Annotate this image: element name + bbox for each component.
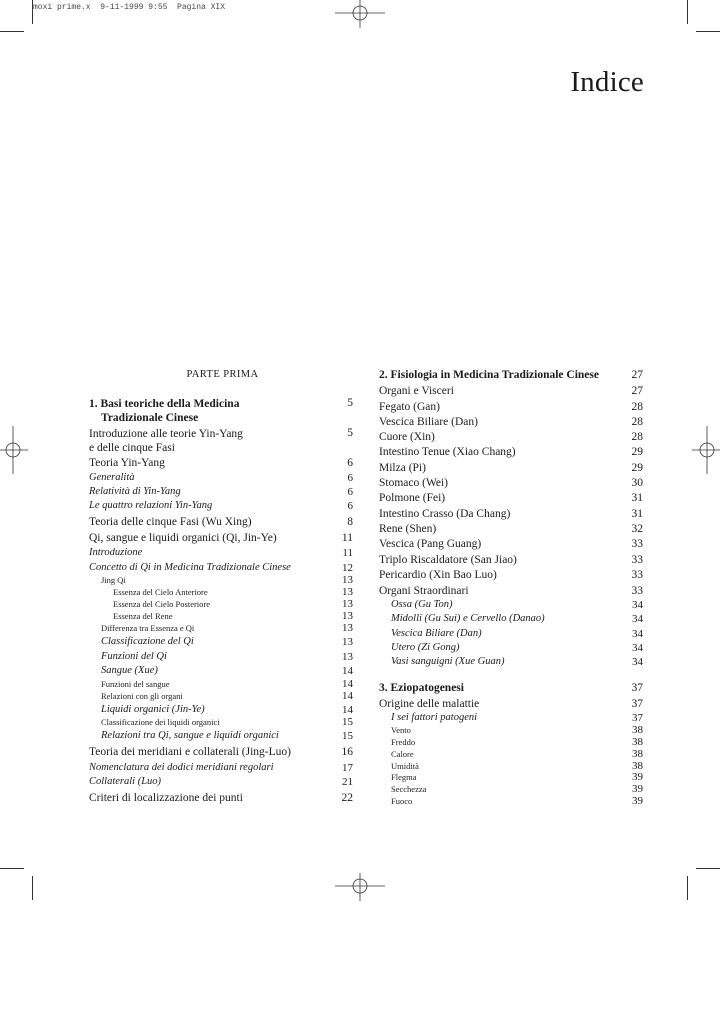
entry-page-number: 38 (632, 736, 643, 748)
toc-right-entry (379, 477, 643, 489)
registration-mark-icon (335, 0, 385, 28)
toc-left-entry (89, 547, 353, 559)
entry-page-number: 28 (631, 416, 643, 428)
entry-page-number: 28 (631, 431, 643, 443)
entry-title: Cuore (Xin) (379, 431, 435, 443)
entry-title: Secchezza (391, 784, 427, 794)
entry-title: Organi Straordinari (379, 585, 469, 597)
toc-right-entry (391, 771, 643, 783)
entry-title-line: Tradizionale Cinese (101, 412, 199, 424)
entry-page-number: 33 (631, 538, 643, 550)
entry-page-number: 27 (631, 369, 643, 381)
entry-page-number: 21 (342, 776, 353, 788)
entry-title: Teoria dei meridiani e collaterali (Jing-Luo) (89, 746, 291, 758)
entry-page-number: 22 (341, 792, 353, 804)
toc-right-entry (391, 656, 643, 668)
entry-title: Intestino Crasso (Da Chang) (379, 508, 511, 520)
entry-page-number: 6 (347, 500, 353, 512)
entry-title: Teoria delle cinque Fasi (Wu Xing) (89, 516, 252, 528)
entry-page-number: 15 (342, 730, 353, 742)
crop-mark (687, 0, 688, 24)
entry-title (89, 427, 243, 455)
entry-title: Generalità (89, 472, 135, 483)
entry-page-number: 33 (631, 554, 643, 566)
entry-title: Funzioni del Qi (101, 651, 167, 662)
entry-title: Freddo (391, 737, 416, 747)
toc-left-entry (113, 610, 353, 622)
entry-title: Criteri di localizzazione dei punti (89, 792, 243, 804)
entry-page-number: 29 (631, 462, 643, 474)
toc-left-entry (101, 690, 353, 702)
toc-right-entry (391, 724, 643, 736)
entry-title: Le quattro relazioni Yin-Yang (89, 500, 213, 511)
entry-page-number: 34 (632, 642, 643, 654)
toc-right-entry (391, 748, 643, 760)
entry-title: Relatività di Yin-Yang (89, 486, 181, 497)
entry-title: Relazioni tra Qi, sangue e liquidi organici (101, 730, 279, 741)
toc-right-entry (391, 712, 643, 724)
toc-left-entry (89, 776, 353, 788)
entry-page-number: 5 (347, 397, 353, 409)
entry-title: Qi, sangue e liquidi organici (Qi, Jin-Ye) (89, 532, 277, 544)
entry-title: Vescica (Pang Guang) (379, 538, 482, 550)
toc-right-entry (379, 538, 643, 550)
toc-right-entry (379, 385, 643, 397)
print-slug: moxi prime.x 9-11-1999 9:55 Pagina XIX (33, 3, 226, 12)
entry-title: Liquidi organici (Jin-Ye) (101, 704, 205, 715)
entry-page-number: 13 (342, 610, 353, 622)
toc-right-entry (391, 736, 643, 748)
entry-page-number: 12 (342, 562, 353, 574)
toc-left-entry (89, 500, 353, 512)
entry-page-number: 14 (342, 690, 353, 702)
toc-right-entry (379, 682, 643, 694)
entry-page-number: 34 (632, 599, 643, 611)
toc-left-entry (101, 678, 353, 690)
toc-left-entry (89, 427, 353, 455)
entry-title: Relazioni con gli organi (101, 691, 183, 701)
toc-right-entry (391, 599, 643, 611)
entry-title: Polmone (Fei) (379, 492, 446, 504)
entry-title: Intestino Tenue (Xiao Chang) (379, 446, 516, 458)
entry-title-line: e delle cinque Fasi (89, 442, 175, 454)
entry-page-number: 13 (342, 598, 353, 610)
entry-title: Organi e Visceri (379, 385, 454, 397)
entry-page-number: 38 (632, 760, 643, 772)
toc-right-entry (391, 628, 643, 640)
toc-left-entry (89, 562, 353, 574)
entry-page-number: 5 (347, 427, 353, 439)
toc-right-entry (379, 369, 643, 381)
entry-title: Vescica Biliare (Dan) (391, 628, 482, 639)
toc-left-entry (89, 532, 353, 544)
entry-title: Milza (Pi) (379, 462, 426, 474)
entry-page-number: 13 (342, 651, 353, 663)
toc-left-entry (101, 636, 353, 648)
toc-right-entry (391, 795, 643, 807)
entry-title: Essenza del Cielo Anteriore (113, 587, 208, 597)
registration-mark-icon (0, 426, 28, 474)
toc-left-entry (113, 598, 353, 610)
entry-title: Essenza del Cielo Posteriore (113, 599, 211, 609)
entry-title: Vasi sanguigni (Xue Guan) (391, 656, 505, 667)
toc-left-entry (101, 574, 353, 586)
entry-page-number: 31 (631, 492, 643, 504)
entry-page-number: 13 (342, 622, 353, 634)
toc-left-entry (89, 457, 353, 469)
entry-title: 2. Fisiologia in Medicina Tradizionale Cinese (379, 369, 599, 381)
toc-right-entry (379, 698, 643, 710)
entry-page-number: 39 (632, 795, 643, 807)
crop-mark (696, 31, 720, 32)
toc-right-entry (391, 783, 643, 795)
entry-page-number: 30 (631, 477, 643, 489)
registration-mark-icon (692, 426, 720, 474)
entry-title: Concetto di Qi in Medicina Tradizionale Cinese (89, 562, 291, 573)
entry-page-number: 13 (342, 586, 353, 598)
crop-mark (696, 868, 720, 869)
toc-right-entry (379, 554, 643, 566)
entry-page-number: 34 (632, 613, 643, 625)
entry-title: Collaterali (Luo) (89, 776, 162, 787)
toc-right-entry (379, 446, 643, 458)
entry-page-number: 39 (632, 771, 643, 783)
toc-right-entry (379, 508, 643, 520)
toc-right-entry (379, 431, 643, 443)
toc-left-entry (89, 792, 353, 804)
entry-page-number: 15 (342, 716, 353, 728)
toc-right-entry (379, 492, 643, 504)
entry-title: Stomaco (Wei) (379, 477, 449, 489)
toc-right-entry (391, 613, 643, 625)
toc-right-entry (379, 401, 643, 413)
entry-title: Fuoco (391, 796, 413, 806)
toc-left-entry (101, 622, 353, 634)
entry-page-number: 14 (342, 704, 353, 716)
toc-right-entry (379, 462, 643, 474)
entry-title: Ossa (Gu Ton) (391, 599, 453, 610)
entry-page-number: 32 (631, 523, 643, 535)
entry-title: Nomenclatura dei dodici meridiani regolari (89, 762, 274, 773)
toc-right-entry (391, 642, 643, 654)
entry-title: Funzioni del sangue (101, 679, 170, 689)
entry-title: Triplo Riscaldatore (San Jiao) (379, 554, 517, 566)
entry-title: Classificazione dei liquidi organici (101, 717, 220, 727)
entry-title: Origine delle malattie (379, 698, 480, 710)
toc-right-entry (379, 585, 643, 597)
entry-page-number: 33 (631, 585, 643, 597)
entry-title: Introduzione (89, 547, 143, 558)
toc-left-entry (113, 586, 353, 598)
entry-title: Umidità (391, 761, 419, 771)
entry-page-number: 28 (631, 401, 643, 413)
entry-page-number: 11 (341, 532, 353, 544)
toc-right-entry (379, 416, 643, 428)
entry-page-number: 6 (347, 472, 353, 484)
entry-title: Fegato (Gan) (379, 401, 440, 413)
toc-left-entry (89, 762, 353, 774)
entry-title: Rene (Shen) (379, 523, 437, 535)
crop-mark (32, 876, 33, 900)
entry-page-number: 37 (632, 712, 643, 724)
part-label: PARTE PRIMA (186, 369, 259, 380)
entry-page-number: 38 (632, 748, 643, 760)
entry-page-number: 8 (347, 516, 353, 528)
entry-page-number: 39 (632, 783, 643, 795)
entry-title-line: Introduzione alle teorie Yin-Yang (89, 428, 243, 440)
entry-title: Pericardio (Xin Bao Luo) (379, 569, 497, 581)
entry-title: Differenza tra Essenza e Qi (101, 623, 195, 633)
entry-page-number: 33 (631, 569, 643, 581)
toc-left-entry (89, 516, 353, 528)
entry-title: Essenza del Rene (113, 611, 173, 621)
entry-title: Midolli (Gu Sui) e Cervello (Danao) (391, 613, 545, 624)
crop-mark (0, 868, 24, 869)
entry-page-number: 34 (632, 628, 643, 640)
toc-left-entry (89, 746, 353, 758)
entry-page-number: 34 (632, 656, 643, 668)
entry-page-number: 37 (631, 682, 643, 694)
toc-left-entry (89, 486, 353, 498)
entry-page-number: 14 (342, 678, 353, 690)
entry-title: Flegma (391, 772, 417, 782)
toc-left-entry (101, 716, 353, 728)
entry-page-number: 29 (631, 446, 643, 458)
entry-title: Utero (Zi Gong) (391, 642, 460, 653)
crop-mark (687, 876, 688, 900)
entry-title: Classificazione del Qi (101, 636, 194, 647)
toc-left-entry (101, 730, 353, 742)
crop-mark (0, 31, 24, 32)
entry-page-number: 6 (347, 486, 353, 498)
page-title: Indice (570, 66, 644, 98)
entry-title: Vento (391, 725, 411, 735)
crop-mark (32, 0, 33, 24)
entry-title: Vescica Biliare (Dan) (379, 416, 478, 428)
toc-right-entry (379, 569, 643, 581)
entry-title: Calore (391, 749, 414, 759)
toc-right-entry (379, 523, 643, 535)
entry-title (89, 397, 239, 425)
entry-page-number: 38 (632, 724, 643, 736)
entry-page-number: 13 (342, 574, 353, 586)
entry-page-number: 14 (342, 665, 353, 677)
entry-page-number: 17 (342, 762, 353, 774)
entry-page-number: 27 (631, 385, 643, 397)
entry-title: Teoria Yin-Yang (89, 457, 165, 469)
toc-left-entry (101, 665, 353, 677)
toc-left-entry (89, 472, 353, 484)
entry-page-number: 13 (342, 636, 353, 648)
entry-page-number: 6 (347, 457, 353, 469)
entry-title: Jing Qi (101, 575, 126, 585)
toc-left-entry (101, 651, 353, 663)
toc-left-entry (89, 397, 353, 425)
entry-page-number: 31 (631, 508, 643, 520)
entry-page-number: 16 (341, 746, 353, 758)
entry-page-number: 11 (342, 547, 353, 559)
toc-left-entry (101, 704, 353, 716)
entry-title-line: 1. Basi teoriche della Medicina (89, 398, 240, 410)
entry-title: I sei fattori patogeni (391, 712, 478, 723)
entry-title: Sangue (Xue) (101, 665, 158, 676)
entry-page-number: 37 (631, 698, 643, 710)
registration-mark-icon (335, 873, 385, 901)
entry-title: 3. Eziopatogenesi (379, 682, 464, 694)
